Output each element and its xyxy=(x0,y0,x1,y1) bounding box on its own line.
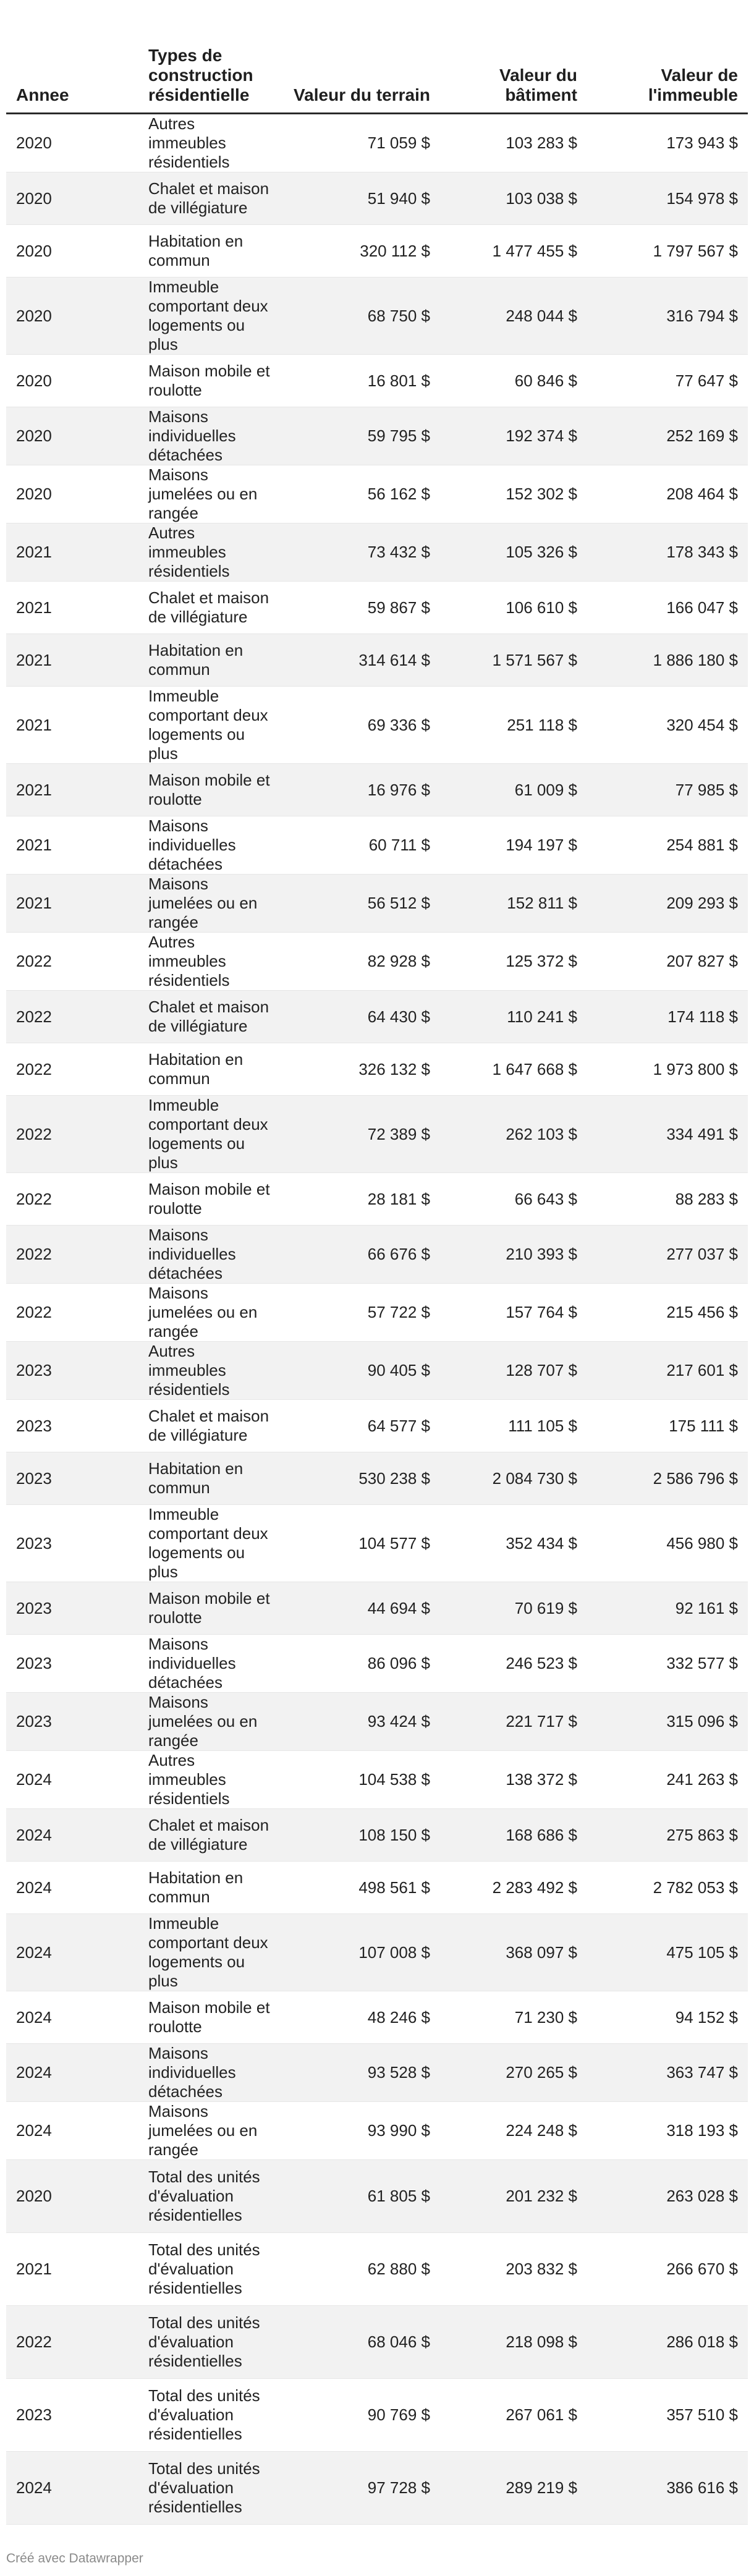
cell-valeur-batiment: 152 811 $ xyxy=(440,875,587,933)
cell-type: Habitation en commun xyxy=(138,1043,281,1096)
cell-annee: 2024 xyxy=(6,1991,138,2044)
table-row xyxy=(6,582,748,634)
column-header-types[interactable]: Types de construction résidentielle xyxy=(138,0,281,114)
cell-valeur-terrain: 97 728 $ xyxy=(281,2452,440,2525)
cell-type: Maisons jumelées ou en rangée xyxy=(138,1284,281,1342)
cell-valeur-batiment: 111 105 $ xyxy=(440,1400,587,1452)
cell-type: Autres immeubles résidentiels xyxy=(138,523,281,582)
cell-valeur-terrain: 51 940 $ xyxy=(281,172,440,225)
table-row xyxy=(6,114,748,172)
cell-valeur-immeuble: 92 161 $ xyxy=(587,1582,748,1635)
cell-valeur-immeuble: 277 037 $ xyxy=(587,1226,748,1284)
cell-type: Habitation en commun xyxy=(138,1862,281,1914)
cell-annee: 2020 xyxy=(6,2160,138,2233)
cell-valeur-batiment: 352 434 $ xyxy=(440,1505,587,1582)
table-row xyxy=(6,172,748,225)
cell-type: Autres immeubles résidentiels xyxy=(138,1751,281,1809)
cell-valeur-immeuble: 94 152 $ xyxy=(587,1991,748,2044)
cell-annee: 2024 xyxy=(6,2452,138,2525)
cell-annee: 2023 xyxy=(6,1635,138,1693)
cell-valeur-terrain: 64 430 $ xyxy=(281,991,440,1043)
cell-valeur-immeuble: 357 510 $ xyxy=(587,2379,748,2452)
cell-valeur-batiment: 70 619 $ xyxy=(440,1582,587,1635)
cell-annee: 2020 xyxy=(6,465,138,523)
cell-valeur-terrain: 59 867 $ xyxy=(281,582,440,634)
cell-valeur-batiment: 106 610 $ xyxy=(440,582,587,634)
cell-annee: 2023 xyxy=(6,1693,138,1751)
datawrapper-credit: Créé avec Datawrapper xyxy=(6,2551,143,2565)
cell-valeur-immeuble: 173 943 $ xyxy=(587,114,748,172)
cell-type: Habitation en commun xyxy=(138,225,281,278)
cell-annee: 2020 xyxy=(6,114,138,172)
cell-valeur-batiment: 203 832 $ xyxy=(440,2233,587,2306)
cell-valeur-batiment: 368 097 $ xyxy=(440,1914,587,1991)
table-row xyxy=(6,2452,748,2525)
cell-valeur-terrain: 64 577 $ xyxy=(281,1400,440,1452)
cell-valeur-batiment: 71 230 $ xyxy=(440,1991,587,2044)
cell-valeur-batiment: 66 643 $ xyxy=(440,1173,587,1226)
cell-type: Total des unités d'évaluation résidentielles xyxy=(138,2452,281,2525)
cell-annee: 2021 xyxy=(6,2233,138,2306)
cell-valeur-terrain: 66 676 $ xyxy=(281,1226,440,1284)
cell-annee: 2023 xyxy=(6,1342,138,1400)
cell-valeur-immeuble: 217 601 $ xyxy=(587,1342,748,1400)
table-row xyxy=(6,1862,748,1914)
cell-annee: 2023 xyxy=(6,1400,138,1452)
cell-valeur-terrain: 59 795 $ xyxy=(281,407,440,465)
cell-annee: 2022 xyxy=(6,1226,138,1284)
cell-valeur-immeuble: 320 454 $ xyxy=(587,687,748,764)
cell-valeur-batiment: 1 571 567 $ xyxy=(440,634,587,687)
cell-valeur-batiment: 251 118 $ xyxy=(440,687,587,764)
table-row xyxy=(6,523,748,582)
cell-valeur-terrain: 107 008 $ xyxy=(281,1914,440,1991)
table-row xyxy=(6,1342,748,1400)
table-row xyxy=(6,991,748,1043)
cell-valeur-immeuble: 1 886 180 $ xyxy=(587,634,748,687)
cell-valeur-batiment: 248 044 $ xyxy=(440,278,587,355)
cell-valeur-batiment: 157 764 $ xyxy=(440,1284,587,1342)
cell-annee: 2020 xyxy=(6,172,138,225)
cell-valeur-immeuble: 315 096 $ xyxy=(587,1693,748,1751)
cell-type: Immeuble comportant deux logements ou plus xyxy=(138,278,281,355)
cell-type: Chalet et maison de villégiature xyxy=(138,991,281,1043)
table-row xyxy=(6,1096,748,1173)
table-row xyxy=(6,1400,748,1452)
table-row xyxy=(6,1809,748,1862)
cell-valeur-terrain: 90 769 $ xyxy=(281,2379,440,2452)
cell-valeur-batiment: 224 248 $ xyxy=(440,2102,587,2160)
cell-type: Maison mobile et roulotte xyxy=(138,764,281,816)
cell-valeur-terrain: 314 614 $ xyxy=(281,634,440,687)
cell-type: Chalet et maison de villégiature xyxy=(138,1809,281,1862)
cell-valeur-immeuble: 88 283 $ xyxy=(587,1173,748,1226)
cell-valeur-batiment: 110 241 $ xyxy=(440,991,587,1043)
cell-valeur-batiment: 103 038 $ xyxy=(440,172,587,225)
table-row xyxy=(6,1284,748,1342)
table-row xyxy=(6,1991,748,2044)
cell-annee: 2021 xyxy=(6,582,138,634)
cell-valeur-batiment: 105 326 $ xyxy=(440,523,587,582)
cell-valeur-batiment: 218 098 $ xyxy=(440,2306,587,2379)
cell-valeur-terrain: 60 711 $ xyxy=(281,816,440,875)
cell-type: Immeuble comportant deux logements ou plus xyxy=(138,1505,281,1582)
cell-type: Chalet et maison de villégiature xyxy=(138,1400,281,1452)
column-header-valeur-terrain[interactable]: Valeur du terrain xyxy=(281,0,440,114)
cell-valeur-terrain: 61 805 $ xyxy=(281,2160,440,2233)
table-row xyxy=(6,2306,748,2379)
cell-annee: 2022 xyxy=(6,1173,138,1226)
table-row xyxy=(6,634,748,687)
cell-valeur-immeuble: 77 647 $ xyxy=(587,355,748,407)
cell-valeur-terrain: 93 424 $ xyxy=(281,1693,440,1751)
cell-valeur-batiment: 138 372 $ xyxy=(440,1751,587,1809)
column-header-annee[interactable]: Annee xyxy=(6,0,138,114)
table-row xyxy=(6,1173,748,1226)
cell-type: Immeuble comportant deux logements ou plus xyxy=(138,687,281,764)
cell-valeur-immeuble: 2 586 796 $ xyxy=(587,1452,748,1505)
table-row xyxy=(6,1505,748,1582)
header-row xyxy=(6,0,748,114)
cell-annee: 2022 xyxy=(6,2306,138,2379)
cell-valeur-batiment: 61 009 $ xyxy=(440,764,587,816)
cell-valeur-terrain: 68 046 $ xyxy=(281,2306,440,2379)
table-row xyxy=(6,816,748,875)
cell-annee: 2023 xyxy=(6,2379,138,2452)
table-row xyxy=(6,1914,748,1991)
cell-valeur-batiment: 1 477 455 $ xyxy=(440,225,587,278)
cell-valeur-terrain: 326 132 $ xyxy=(281,1043,440,1096)
cell-valeur-immeuble: 1 797 567 $ xyxy=(587,225,748,278)
table-row xyxy=(6,355,748,407)
table-row xyxy=(6,2102,748,2160)
table-row xyxy=(6,1452,748,1505)
cell-type: Maisons individuelles détachées xyxy=(138,2044,281,2102)
cell-annee: 2021 xyxy=(6,816,138,875)
cell-annee: 2022 xyxy=(6,991,138,1043)
cell-valeur-terrain: 48 246 $ xyxy=(281,1991,440,2044)
cell-valeur-immeuble: 266 670 $ xyxy=(587,2233,748,2306)
cell-valeur-immeuble: 475 105 $ xyxy=(587,1914,748,1991)
cell-valeur-terrain: 28 181 $ xyxy=(281,1173,440,1226)
cell-type: Habitation en commun xyxy=(138,634,281,687)
cell-valeur-batiment: 125 372 $ xyxy=(440,933,587,991)
cell-annee: 2024 xyxy=(6,2102,138,2160)
cell-annee: 2021 xyxy=(6,634,138,687)
cell-valeur-immeuble: 318 193 $ xyxy=(587,2102,748,2160)
cell-annee: 2024 xyxy=(6,2044,138,2102)
cell-type: Habitation en commun xyxy=(138,1452,281,1505)
cell-valeur-batiment: 194 197 $ xyxy=(440,816,587,875)
cell-valeur-terrain: 56 162 $ xyxy=(281,465,440,523)
cell-annee: 2021 xyxy=(6,523,138,582)
cell-valeur-terrain: 69 336 $ xyxy=(281,687,440,764)
cell-valeur-batiment: 103 283 $ xyxy=(440,114,587,172)
cell-annee: 2021 xyxy=(6,875,138,933)
cell-annee: 2024 xyxy=(6,1751,138,1809)
table-body xyxy=(6,114,748,2525)
cell-valeur-terrain: 62 880 $ xyxy=(281,2233,440,2306)
table-row xyxy=(6,764,748,816)
cell-valeur-immeuble: 178 343 $ xyxy=(587,523,748,582)
cell-annee: 2023 xyxy=(6,1505,138,1582)
cell-type: Maison mobile et roulotte xyxy=(138,1582,281,1635)
cell-valeur-batiment: 262 103 $ xyxy=(440,1096,587,1173)
cell-type: Maisons individuelles détachées xyxy=(138,1635,281,1693)
cell-annee: 2021 xyxy=(6,764,138,816)
cell-valeur-terrain: 320 112 $ xyxy=(281,225,440,278)
cell-type: Maisons individuelles détachées xyxy=(138,816,281,875)
cell-valeur-batiment: 128 707 $ xyxy=(440,1342,587,1400)
cell-type: Maison mobile et roulotte xyxy=(138,1173,281,1226)
cell-valeur-immeuble: 275 863 $ xyxy=(587,1809,748,1862)
cell-valeur-immeuble: 241 263 $ xyxy=(587,1751,748,1809)
cell-valeur-immeuble: 316 794 $ xyxy=(587,278,748,355)
cell-valeur-immeuble: 209 293 $ xyxy=(587,875,748,933)
cell-type: Immeuble comportant deux logements ou plus xyxy=(138,1914,281,1991)
cell-valeur-terrain: 86 096 $ xyxy=(281,1635,440,1693)
cell-valeur-batiment: 221 717 $ xyxy=(440,1693,587,1751)
table-row xyxy=(6,1043,748,1096)
cell-type: Maisons individuelles détachées xyxy=(138,1226,281,1284)
cell-type: Maisons individuelles détachées xyxy=(138,407,281,465)
cell-valeur-immeuble: 2 782 053 $ xyxy=(587,1862,748,1914)
cell-valeur-immeuble: 386 616 $ xyxy=(587,2452,748,2525)
cell-valeur-batiment: 1 647 668 $ xyxy=(440,1043,587,1096)
column-header-valeur-batiment[interactable]: Valeur du bâtiment xyxy=(440,0,587,114)
table-row xyxy=(6,1635,748,1693)
cell-valeur-batiment: 267 061 $ xyxy=(440,2379,587,2452)
cell-type: Chalet et maison de villégiature xyxy=(138,582,281,634)
cell-type: Autres immeubles résidentiels xyxy=(138,114,281,172)
cell-valeur-terrain: 530 238 $ xyxy=(281,1452,440,1505)
table-row xyxy=(6,225,748,278)
cell-type: Autres immeubles résidentiels xyxy=(138,1342,281,1400)
cell-annee: 2023 xyxy=(6,1452,138,1505)
cell-annee: 2024 xyxy=(6,1914,138,1991)
cell-valeur-terrain: 104 577 $ xyxy=(281,1505,440,1582)
cell-valeur-immeuble: 208 464 $ xyxy=(587,465,748,523)
cell-annee: 2020 xyxy=(6,407,138,465)
cell-valeur-terrain: 93 990 $ xyxy=(281,2102,440,2160)
cell-valeur-batiment: 2 283 492 $ xyxy=(440,1862,587,1914)
cell-type: Immeuble comportant deux logements ou plus xyxy=(138,1096,281,1173)
column-header-valeur-immeuble[interactable]: Valeur de l'immeuble xyxy=(587,0,748,114)
table-row xyxy=(6,875,748,933)
table-row xyxy=(6,1751,748,1809)
cell-type: Maison mobile et roulotte xyxy=(138,355,281,407)
cell-valeur-immeuble: 154 978 $ xyxy=(587,172,748,225)
cell-valeur-immeuble: 252 169 $ xyxy=(587,407,748,465)
cell-valeur-immeuble: 286 018 $ xyxy=(587,2306,748,2379)
table-row xyxy=(6,1693,748,1751)
cell-valeur-terrain: 108 150 $ xyxy=(281,1809,440,1862)
cell-type: Maison mobile et roulotte xyxy=(138,1991,281,2044)
table-row xyxy=(6,465,748,523)
cell-type: Total des unités d'évaluation résidentielles xyxy=(138,2233,281,2306)
cell-valeur-terrain: 104 538 $ xyxy=(281,1751,440,1809)
table-row xyxy=(6,2379,748,2452)
cell-valeur-immeuble: 1 973 800 $ xyxy=(587,1043,748,1096)
cell-valeur-batiment: 192 374 $ xyxy=(440,407,587,465)
cell-valeur-immeuble: 254 881 $ xyxy=(587,816,748,875)
cell-valeur-terrain: 57 722 $ xyxy=(281,1284,440,1342)
table-row xyxy=(6,1226,748,1284)
cell-valeur-immeuble: 166 047 $ xyxy=(587,582,748,634)
cell-valeur-batiment: 60 846 $ xyxy=(440,355,587,407)
cell-valeur-batiment: 246 523 $ xyxy=(440,1635,587,1693)
cell-valeur-terrain: 16 976 $ xyxy=(281,764,440,816)
table-row xyxy=(6,2160,748,2233)
cell-annee: 2022 xyxy=(6,1096,138,1173)
cell-type: Maisons jumelées ou en rangée xyxy=(138,1693,281,1751)
cell-valeur-terrain: 16 801 $ xyxy=(281,355,440,407)
cell-valeur-batiment: 270 265 $ xyxy=(440,2044,587,2102)
data-table-container xyxy=(6,0,748,2525)
cell-annee: 2024 xyxy=(6,1862,138,1914)
cell-annee: 2023 xyxy=(6,1582,138,1635)
cell-type: Total des unités d'évaluation résidentielles xyxy=(138,2379,281,2452)
table-row xyxy=(6,2233,748,2306)
cell-valeur-terrain: 71 059 $ xyxy=(281,114,440,172)
cell-valeur-immeuble: 334 491 $ xyxy=(587,1096,748,1173)
cell-type: Total des unités d'évaluation résidentielles xyxy=(138,2160,281,2233)
cell-valeur-immeuble: 215 456 $ xyxy=(587,1284,748,1342)
cell-annee: 2022 xyxy=(6,933,138,991)
cell-valeur-terrain: 498 561 $ xyxy=(281,1862,440,1914)
cell-valeur-immeuble: 363 747 $ xyxy=(587,2044,748,2102)
table-header xyxy=(6,0,748,114)
cell-annee: 2022 xyxy=(6,1043,138,1096)
cell-type: Chalet et maison de villégiature xyxy=(138,172,281,225)
cell-valeur-terrain: 72 389 $ xyxy=(281,1096,440,1173)
table-row xyxy=(6,1582,748,1635)
cell-valeur-terrain: 68 750 $ xyxy=(281,278,440,355)
cell-valeur-terrain: 56 512 $ xyxy=(281,875,440,933)
cell-annee: 2022 xyxy=(6,1284,138,1342)
cell-valeur-batiment: 289 219 $ xyxy=(440,2452,587,2525)
cell-valeur-terrain: 44 694 $ xyxy=(281,1582,440,1635)
table-row xyxy=(6,933,748,991)
cell-valeur-terrain: 90 405 $ xyxy=(281,1342,440,1400)
cell-type: Maisons jumelées ou en rangée xyxy=(138,875,281,933)
cell-valeur-terrain: 93 528 $ xyxy=(281,2044,440,2102)
cell-type: Autres immeubles résidentiels xyxy=(138,933,281,991)
cell-annee: 2020 xyxy=(6,355,138,407)
cell-valeur-immeuble: 456 980 $ xyxy=(587,1505,748,1582)
cell-valeur-immeuble: 174 118 $ xyxy=(587,991,748,1043)
table-row xyxy=(6,2044,748,2102)
cell-valeur-immeuble: 175 111 $ xyxy=(587,1400,748,1452)
data-table xyxy=(6,0,748,2525)
cell-annee: 2024 xyxy=(6,1809,138,1862)
cell-valeur-batiment: 201 232 $ xyxy=(440,2160,587,2233)
cell-valeur-batiment: 2 084 730 $ xyxy=(440,1452,587,1505)
table-row xyxy=(6,407,748,465)
cell-valeur-immeuble: 263 028 $ xyxy=(587,2160,748,2233)
table-row xyxy=(6,278,748,355)
cell-valeur-batiment: 152 302 $ xyxy=(440,465,587,523)
cell-annee: 2020 xyxy=(6,225,138,278)
cell-valeur-immeuble: 332 577 $ xyxy=(587,1635,748,1693)
cell-valeur-batiment: 210 393 $ xyxy=(440,1226,587,1284)
cell-valeur-immeuble: 77 985 $ xyxy=(587,764,748,816)
cell-type: Maisons jumelées ou en rangée xyxy=(138,2102,281,2160)
cell-annee: 2020 xyxy=(6,278,138,355)
table-row xyxy=(6,687,748,764)
cell-annee: 2021 xyxy=(6,687,138,764)
cell-valeur-batiment: 168 686 $ xyxy=(440,1809,587,1862)
cell-type: Total des unités d'évaluation résidentielles xyxy=(138,2306,281,2379)
cell-valeur-terrain: 82 928 $ xyxy=(281,933,440,991)
cell-type: Maisons jumelées ou en rangée xyxy=(138,465,281,523)
cell-valeur-terrain: 73 432 $ xyxy=(281,523,440,582)
cell-valeur-immeuble: 207 827 $ xyxy=(587,933,748,991)
